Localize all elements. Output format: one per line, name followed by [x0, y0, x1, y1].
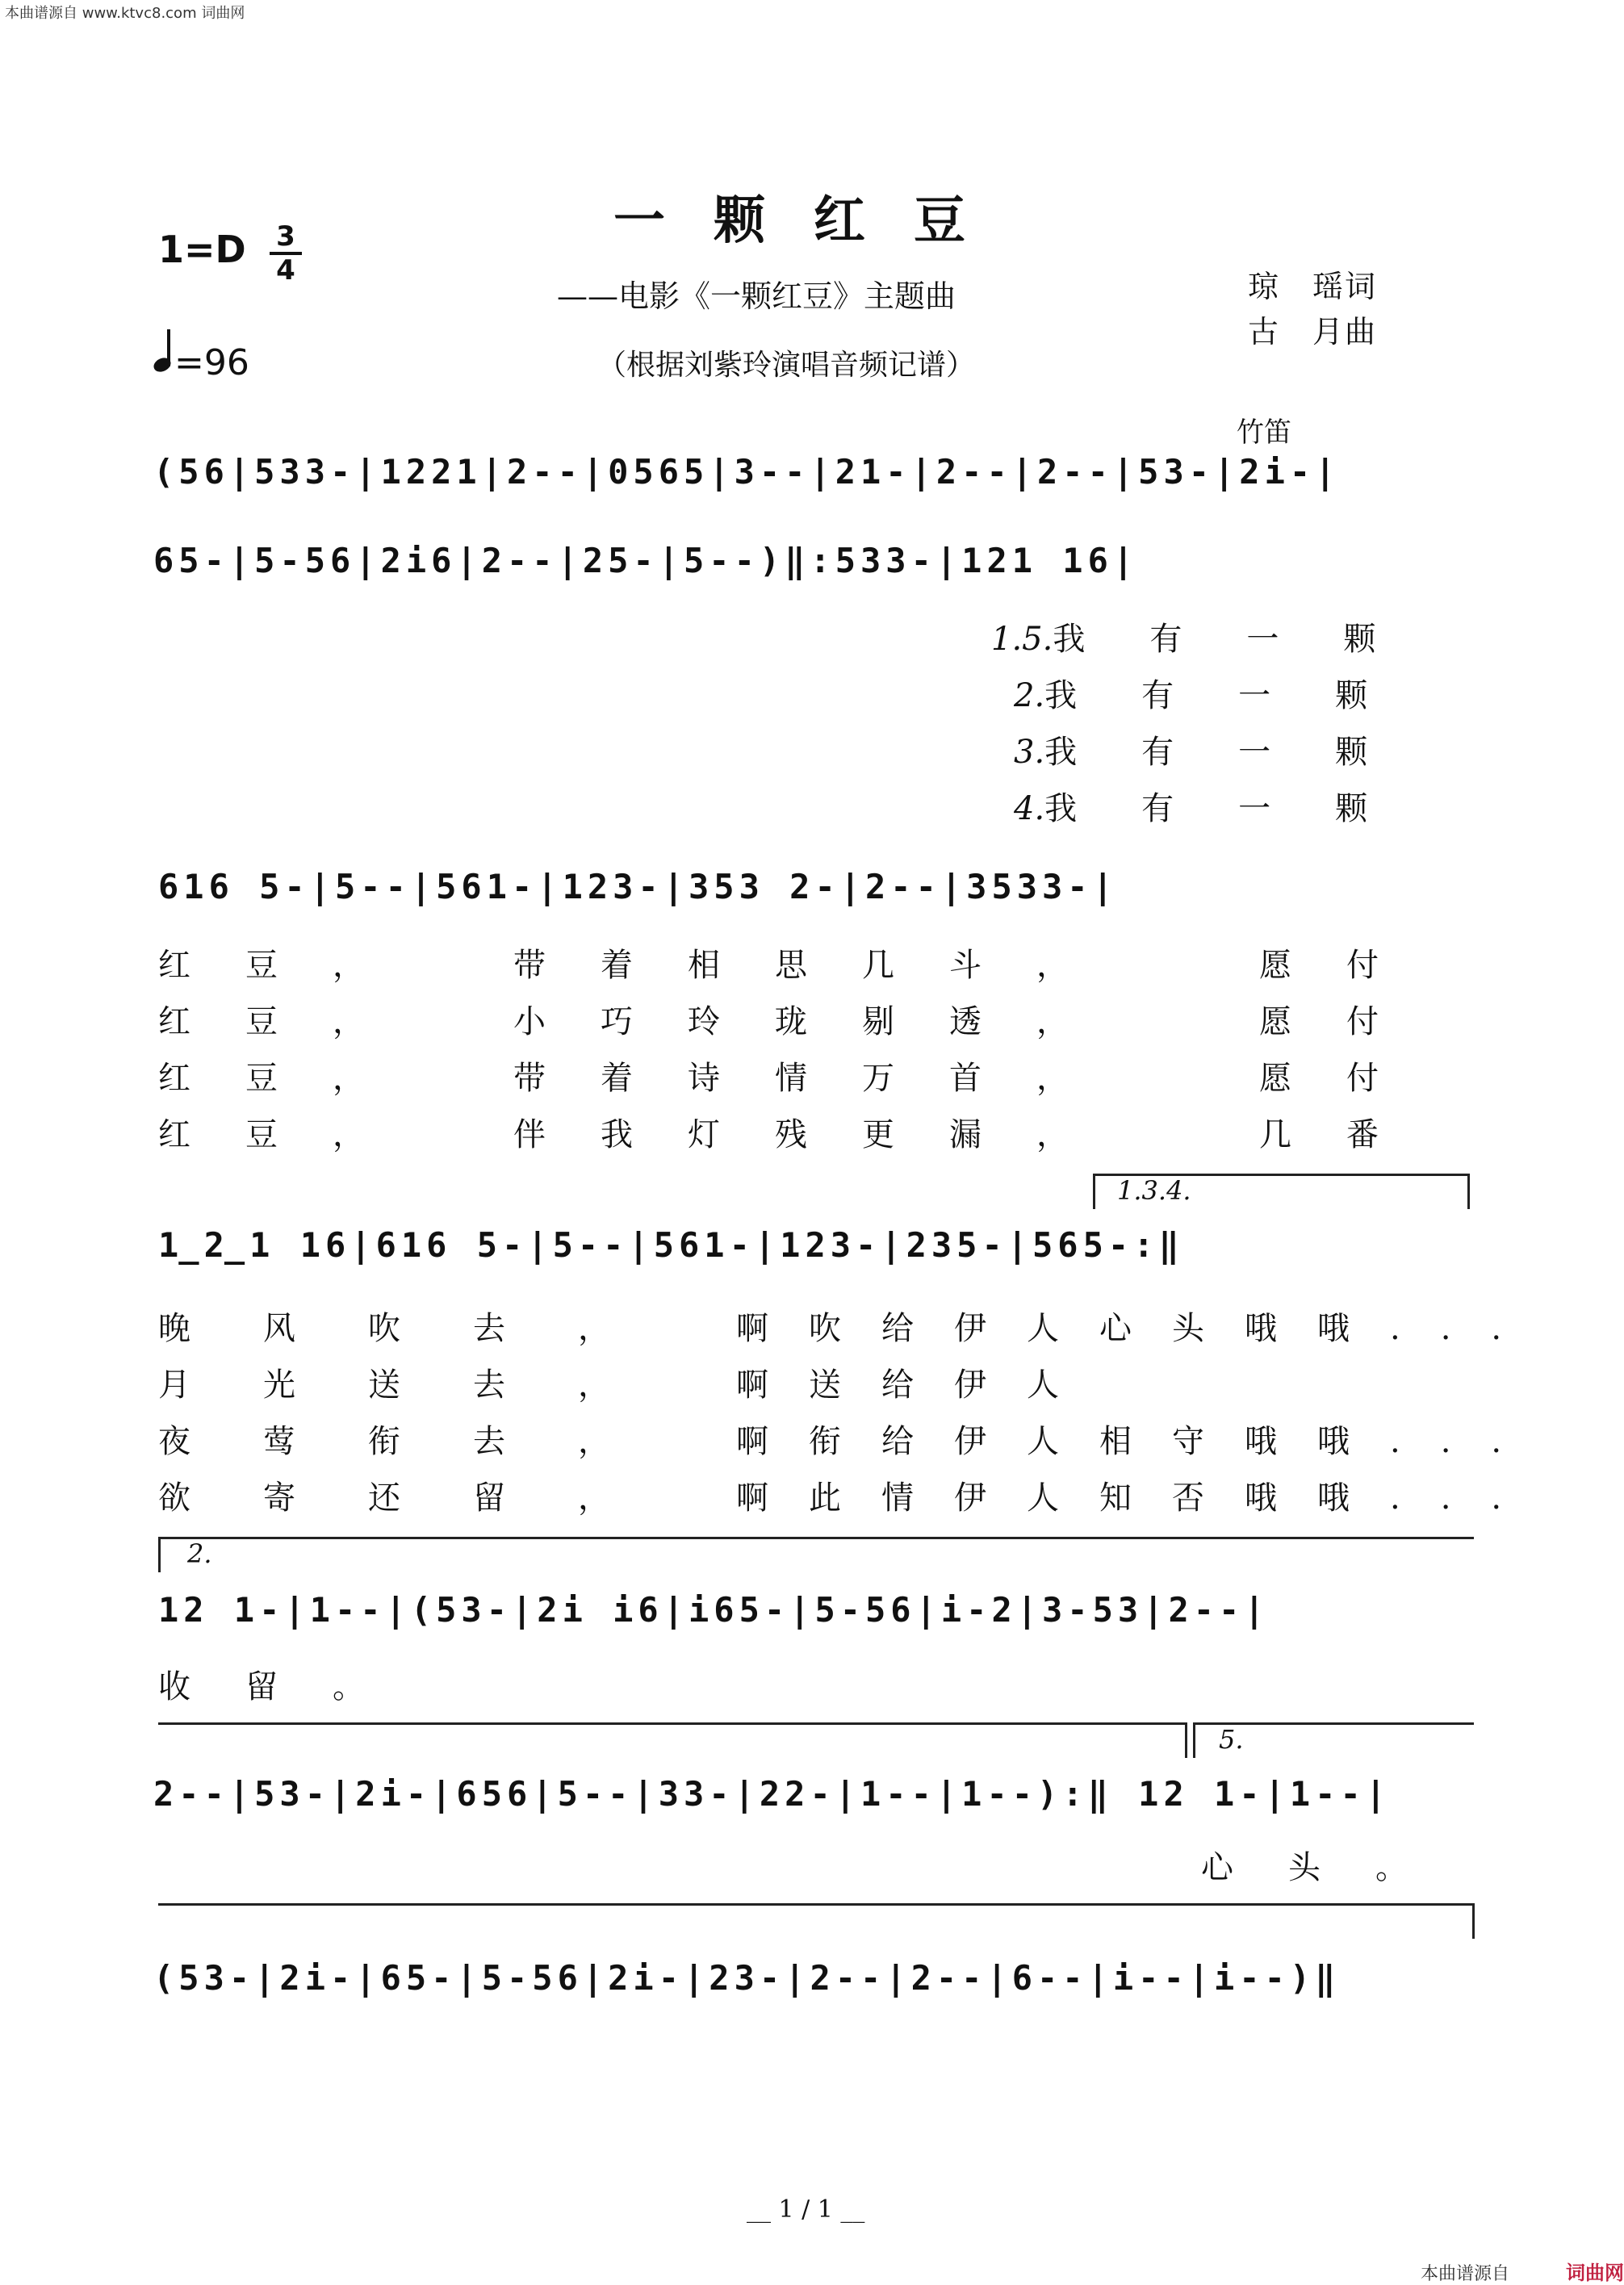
lyricist-credit: 琼 瑶词: [1248, 269, 1378, 304]
verse-intro-4: [1014, 783, 1432, 829]
verse-b-4-right: 啊此情伊人知否哦哦...: [736, 1479, 1542, 1517]
score-row-4: 1̲2̲1 16|616 5-|5--|561-|123-|235-|565-:‖: [158, 1225, 1184, 1265]
instrument-note: 竹笛: [1237, 416, 1291, 449]
volta-134-right-edge: [1467, 1174, 1470, 1209]
verse-a-3-left: 红豆，: [158, 1060, 420, 1097]
verse-a-1-right: 带着相思几斗，: [513, 947, 1124, 984]
key-signature: 1=D: [158, 228, 246, 271]
lyric-row-6: 心头。: [1201, 1849, 1463, 1886]
footer-source: 本曲谱源自: [1421, 2264, 1510, 2284]
verse-a-3-right: 带着诗情万首，: [513, 1060, 1124, 1097]
verse-text: 我有一颗: [1044, 677, 1433, 714]
verse-b-4-left: 欲寄还留，: [158, 1479, 683, 1517]
volta-2-left-edge: [158, 1537, 161, 1572]
verse-a-4-left: 红豆，: [158, 1116, 420, 1153]
volta-2-bracket: [158, 1537, 1474, 1539]
source-header: 本曲谱源自 www.ktvc8.com 词曲网: [5, 5, 245, 22]
song-title: 一颗红豆: [613, 190, 1014, 251]
time-signature-top: 3: [276, 220, 295, 253]
coda-bracket: [158, 1903, 1474, 1906]
site-logo: 词曲网: [1566, 2262, 1624, 2284]
volta-5-left-edge: [1193, 1722, 1195, 1758]
verse-intro-3: [1014, 726, 1432, 772]
verse-text: 我有一颗: [1044, 734, 1433, 771]
verse-a-1-end: 愿付: [1259, 947, 1434, 984]
score-row-1: (56|533-|1221|2--|0565|3--|21-|2--|2--|53-|2i-|: [153, 452, 1341, 492]
score-row-7: (53-|2i-|65-|5-56|2i-|23-|2--|2--|6--|i--|i--)‖: [153, 1958, 1341, 1998]
verse-num: 4.: [1014, 790, 1045, 827]
transcription-note: （根据刘紫玲演唱音频记谱）: [597, 349, 976, 382]
verse-a-1-left: 红豆，: [158, 947, 420, 984]
volta-134-label: 1.3.4.: [1117, 1175, 1191, 1206]
page-number: __ 1 / 1 __: [747, 2195, 865, 2224]
verse-a-2-end: 愿付: [1259, 1003, 1434, 1040]
verse-b-2-right: 啊送给伊人: [736, 1366, 1099, 1404]
verse-b-2-left: 月光送去，: [158, 1366, 683, 1404]
score-row-5: 12 1-|1--|(53-|2i i6|i65-|5-56|i-2|3-53|2--|: [158, 1590, 1270, 1630]
composer-credit: 古 月曲: [1248, 314, 1378, 349]
verse-b-3-left: 夜莺衔去，: [158, 1423, 683, 1460]
time-signature: [270, 220, 302, 287]
verse-b-3-right: 啊衔给伊人相守哦哦...: [736, 1423, 1542, 1460]
time-signature-bottom: 4: [276, 254, 295, 287]
score-row-2: 65-|5-56|2i6|2--|25-|5--)‖:533-|121 16|: [153, 541, 1139, 580]
verse-num: 2.: [1014, 677, 1045, 714]
verse-text: 我有一颗: [1053, 621, 1441, 658]
verse-b-1-right: 啊吹给伊人心头哦哦...: [736, 1310, 1542, 1347]
volta-5-label: 5.: [1219, 1724, 1244, 1755]
note-stem-icon: [167, 329, 170, 366]
verse-a-4-right: 伴我灯残更漏，: [513, 1116, 1124, 1153]
volta-2-label: 2.: [187, 1538, 212, 1569]
volta-2-end-line: [158, 1722, 1185, 1725]
verse-text: 我有一颗: [1044, 790, 1433, 827]
verse-a-3-end: 愿付: [1259, 1060, 1434, 1097]
volta-134-left-edge: [1093, 1174, 1095, 1209]
coda-right-edge: [1472, 1903, 1475, 1939]
verse-a-2-left: 红豆，: [158, 1003, 420, 1040]
score-row-3: 616 5-|5--|561-|123-|353 2-|2--|3533-|: [158, 867, 1118, 906]
verse-b-1-left: 晚风吹去，: [158, 1310, 683, 1347]
tempo-marking: [153, 337, 249, 383]
verse-a-2-right: 小巧玲珑剔透，: [513, 1003, 1124, 1040]
tempo-value: =96: [174, 342, 249, 383]
song-subtitle: ——电影《一颗红豆》主题曲: [557, 278, 956, 314]
verse-num: 3.: [1014, 734, 1045, 771]
verse-num: 1.5.: [991, 621, 1053, 658]
verse-intro-1: [991, 613, 1440, 659]
lyric-row-5: 收留。: [158, 1668, 420, 1705]
verse-a-4-end: 几番: [1259, 1116, 1434, 1153]
volta-2-end-edge: [1185, 1722, 1187, 1758]
score-row-6: 2--|53-|2i-|656|5--|33-|22-|1--|1--):‖ 12 1-|1--|: [153, 1774, 1392, 1814]
verse-intro-2: [1014, 670, 1432, 716]
